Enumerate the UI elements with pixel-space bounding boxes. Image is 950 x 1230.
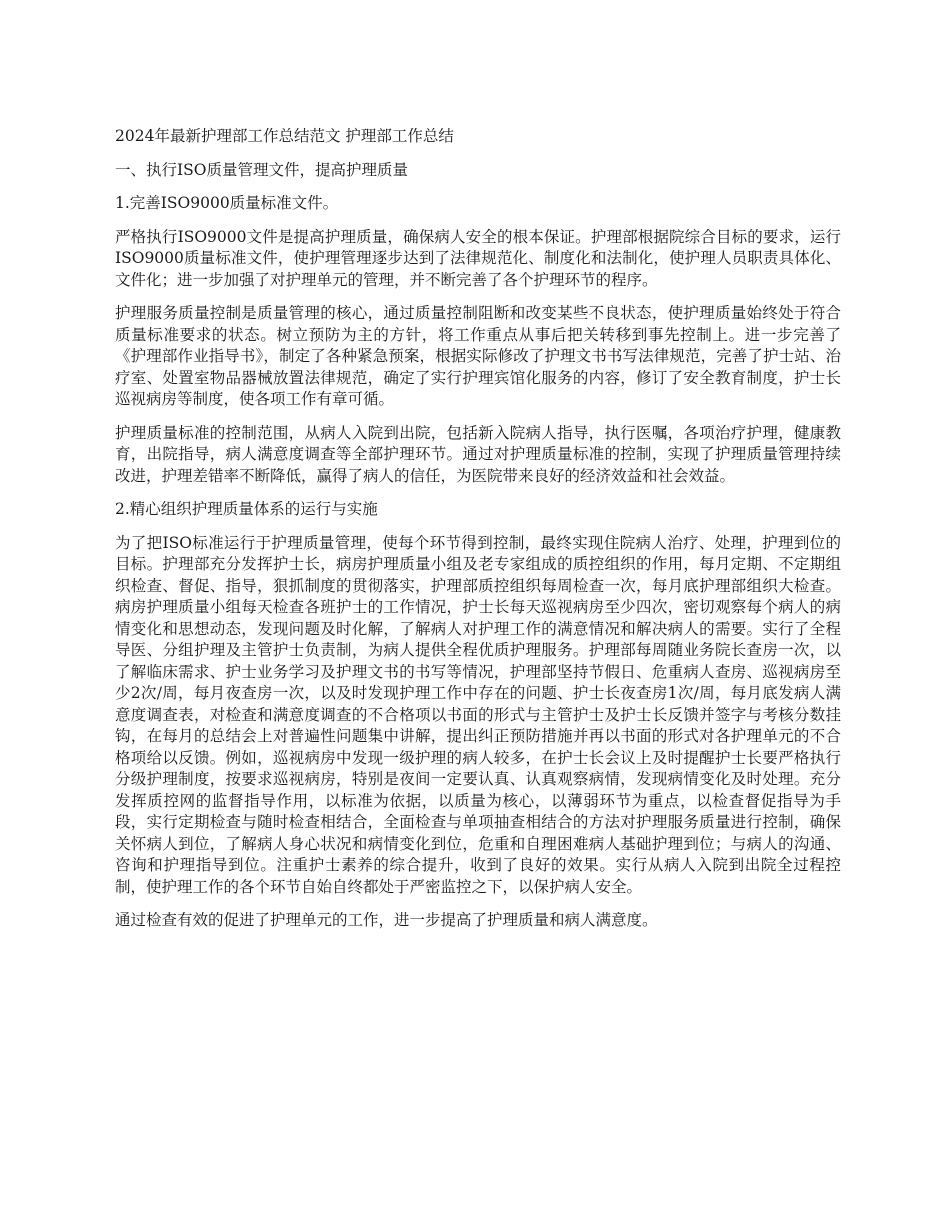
body-paragraph: 通过检查有效的促进了护理单元的工作，进一步提高了护理质量和病人满意度。 bbox=[115, 911, 658, 929]
subsection-heading: 2.精心组织护理质量体系的运行与实施 bbox=[115, 500, 378, 518]
document-title: 2024年最新护理部工作总结范文 护理部工作总结 bbox=[115, 127, 454, 145]
body-paragraph: 严格执行ISO9000文件是提高护理质量，确保病人安全的根本保证。护理部根据院综合目标的要求，运行ISO9000质量标准文件，使护理管理逐步达到了法律规范化、制度化和法制化，使护理人员职责具体化、文件化；进一步加强了对护理单元的管理，并不断完善了各个护理环节的程序。 bbox=[115, 227, 841, 289]
body-paragraph: 为了把ISO标准运行于护理质量管理，使每个环节得到控制，最终实现住院病人治疗、处理，护理到位的目标。护理部充分发挥护士长，病房护理质量小组及老专家组成的质控组织的作用，每月定期、不定期组织检查、督促、指导，狠抓制度的贯彻落实，护理部质控组织每周检查一次，每月底护理部组织大检查。病房护理质量小组每天检查各班护士的工作情况，护士长每天巡视病房至少四次，密切观察每个病人的病情变化和思想动态，发现问题及时化解，了解病人对护理工作的满意情况和解决病人的需要。实行了全程导医、分组护理及主管护士负责制，为病人提供全程优质护理服务。护理部每周随业务院长查房一次，以了解临床需求、护士业务学习及护理文书的书写等情况，护理部坚持节假日、危重病人查房、巡视病房至少2次/周，每月夜查房一次，以及时发现护理工作中存在的问题、护士长夜查房1次/周，每月底发病人满意度调查表，对检查和满意度调查的不合格项以书面的形式与主管护士及护士长反馈并签字与考核分数挂钩，在每月的总结会上对普遍性问题集中讲解，提出纠正预防措施并再以书面的形式对各护理单元的不合格项给以反馈。例如，巡视病房中发现一级护理的病人较多，在护士长会议上及时提醒护士长要严格执行分级护理制度，按要求巡视病房，特别是夜间一定要认真、认真观察病情，发现病情变化及时处理。充分发挥质控网的监督指导作用，以标准为依据，以质量为核心，以薄弱环节为重点，以检查督促指导为手段，实行定期检查与随时检查相结合，全面检查与单项抽查相结合的方法对护理服务质量进行控制，确保关怀病人到位，了解病人身心状况和病情变化到位，危重和自理困难病人基础护理到位；与病人的沟通、咨询和护理指导到位。注重护士素养的综合提升，收到了良好的效果。实行从病人入院到出院全过程控制，使护理工作的各个环节自始自终都处于严密监控之下，以保护病人安全。 bbox=[115, 533, 841, 896]
document-page bbox=[115, 126, 841, 944]
body-paragraph: 护理质量标准的控制范围，从病人入院到出院，包括新入院病人指导，执行医嘱，各项治疗护理，健康教育，出院指导，病人满意度调查等全部护理环节。通过对护理质量标准的控制，实现了护理质量管理持续改进，护理差错率不断降低，赢得了病人的信任，为医院带来良好的经济效益和社会效益。 bbox=[115, 423, 841, 485]
section-heading: 一、执行ISO质量管理文件，提高护理质量 bbox=[115, 160, 408, 179]
body-paragraph: 护理服务质量控制是质量管理的核心，通过质量控制阻断和改变某些不良状态，使护理质量始终处于符合质量标准要求的状态。树立预防为主的方针，将工作重点从事后把关转移到事先控制上。进一步完善了《护理部作业指导书》，制定了各种紧急预案，根据实际修改了护理文书书写法律规范，完善了护士站、治疗室、处置室物品器械放置法律规范，确定了实行护理宾馆化服务的内容，修订了安全教育制度，护士长巡视病房等制度，使各项工作有章可循。 bbox=[115, 304, 841, 408]
subsection-heading: 1.完善ISO9000质量标准文件。 bbox=[115, 194, 339, 212]
